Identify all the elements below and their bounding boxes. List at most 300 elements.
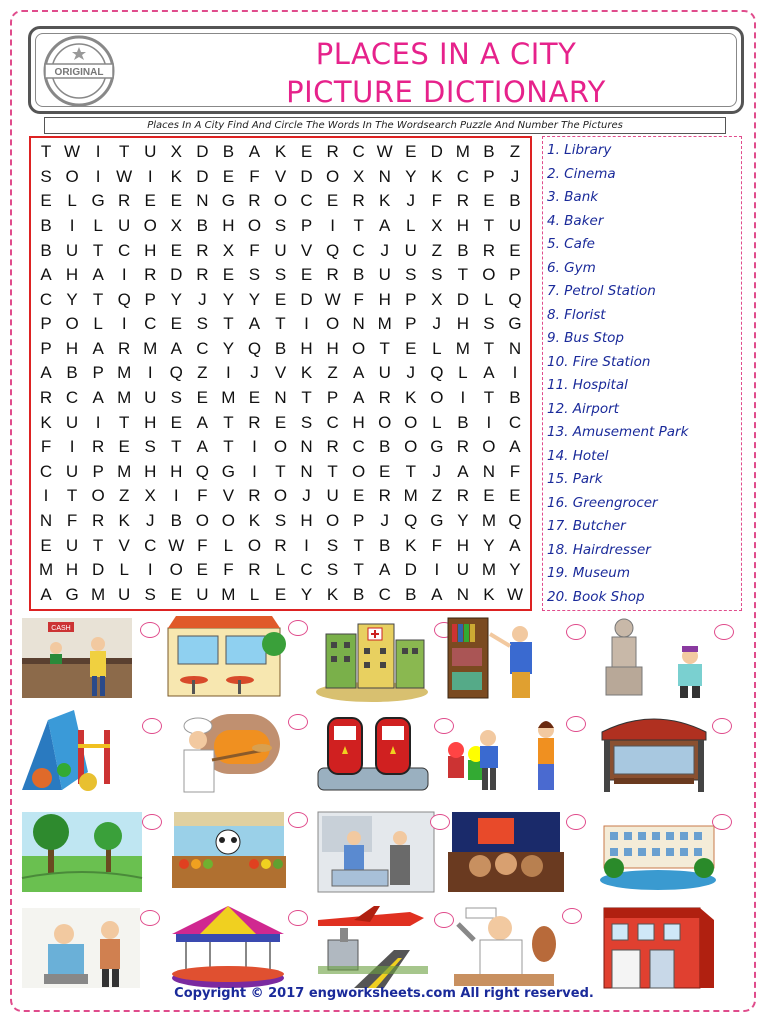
grid-letter[interactable]: P — [92, 461, 104, 481]
grid-letter[interactable]: O — [247, 216, 262, 236]
grid-letter[interactable]: A — [196, 437, 208, 457]
grid-letter[interactable]: H — [300, 338, 313, 358]
grid-letter[interactable]: J — [510, 166, 520, 186]
grid-letter[interactable]: I — [69, 437, 75, 457]
grid-letter[interactable]: J — [432, 314, 442, 334]
grid-letter[interactable]: T — [275, 461, 286, 481]
grid-letter[interactable]: K — [170, 166, 182, 186]
grid-letter[interactable]: N — [352, 314, 365, 334]
grid-letter[interactable]: J — [406, 363, 415, 383]
grid-letter[interactable]: T — [353, 216, 364, 236]
grid-letter[interactable]: S — [274, 510, 287, 530]
grid-letter[interactable]: N — [482, 461, 496, 481]
grid-letter[interactable]: O — [378, 412, 392, 432]
grid-letter[interactable]: O — [65, 314, 79, 334]
grid-letter[interactable]: T — [118, 142, 130, 162]
grid-letter[interactable]: E — [170, 584, 182, 604]
answer-bubble[interactable] — [288, 812, 308, 828]
grid-letter[interactable]: K — [379, 191, 391, 211]
grid-letter[interactable]: I — [252, 461, 257, 481]
grid-letter[interactable]: D — [91, 560, 105, 580]
grid-letter[interactable]: D — [456, 289, 469, 309]
grid-letter[interactable]: X — [431, 216, 443, 236]
grid-letter[interactable]: R — [91, 510, 105, 530]
grid-letter[interactable]: I — [304, 314, 309, 334]
grid-letter[interactable]: Y — [66, 289, 78, 309]
grid-letter[interactable]: S — [326, 535, 339, 555]
fire-station-picture[interactable] — [594, 904, 742, 996]
grid-letter[interactable]: U — [144, 388, 157, 408]
greengrocer-picture[interactable] — [164, 808, 312, 900]
grid-letter[interactable]: O — [325, 314, 340, 334]
grid-letter[interactable]: J — [406, 191, 415, 211]
grid-letter[interactable]: R — [196, 265, 209, 285]
grid-letter[interactable]: T — [483, 216, 495, 236]
grid-letter[interactable]: A — [509, 535, 521, 555]
grid-letter[interactable]: T — [353, 560, 364, 580]
grid-letter[interactable]: C — [300, 191, 313, 211]
grid-letter[interactable]: C — [196, 338, 209, 358]
grid-letter[interactable]: A — [92, 265, 104, 285]
answer-bubble[interactable] — [140, 910, 160, 926]
grid-letter[interactable]: H — [300, 510, 313, 530]
grid-letter[interactable]: Y — [248, 289, 261, 309]
grid-letter[interactable]: A — [483, 363, 495, 383]
grid-letter[interactable]: J — [145, 510, 155, 530]
grid-letter[interactable]: K — [483, 584, 495, 604]
grid-letter[interactable]: E — [170, 412, 182, 432]
grid-letter[interactable]: E — [170, 240, 182, 260]
grid-letter[interactable]: B — [352, 265, 365, 285]
grid-letter[interactable]: S — [248, 265, 261, 285]
grid-letter[interactable]: M — [117, 363, 132, 383]
grid-letter[interactable]: L — [249, 584, 260, 604]
grid-letter[interactable]: S — [483, 314, 495, 334]
wordsearch-grid[interactable] — [29, 136, 532, 611]
grid-letter[interactable]: E — [248, 388, 261, 408]
grid-letter[interactable]: F — [66, 510, 78, 530]
grid-letter[interactable]: B — [274, 338, 287, 358]
grid-letter[interactable]: P — [352, 510, 365, 530]
grid-letter[interactable]: R — [352, 191, 365, 211]
grid-letter[interactable]: O — [404, 437, 418, 457]
grid-letter[interactable]: R — [248, 191, 261, 211]
grid-letter[interactable]: M — [403, 486, 418, 506]
grid-letter[interactable]: I — [304, 535, 309, 555]
grid-letter[interactable]: R — [39, 388, 53, 408]
grid-letter[interactable]: N — [508, 338, 522, 358]
grid-letter[interactable]: L — [223, 535, 234, 555]
grid-letter[interactable]: M — [455, 338, 470, 358]
grid-letter[interactable]: E — [170, 314, 182, 334]
grid-letter[interactable]: C — [65, 388, 79, 408]
grid-letter[interactable]: Y — [483, 535, 495, 555]
grid-letter[interactable]: U — [65, 461, 79, 481]
grid-letter[interactable]: A — [379, 560, 391, 580]
grid-letter[interactable]: F — [223, 560, 234, 580]
grid-letter[interactable]: X — [431, 289, 443, 309]
grid-letter[interactable]: S — [274, 265, 287, 285]
grid-letter[interactable]: K — [118, 510, 130, 530]
grid-letter[interactable]: D — [196, 166, 209, 186]
grid-letter[interactable]: P — [40, 338, 52, 358]
grid-letter[interactable]: B — [509, 191, 521, 211]
grid-letter[interactable]: W — [168, 535, 185, 555]
grid-letter[interactable]: X — [352, 166, 365, 186]
grid-letter[interactable]: M — [481, 560, 496, 580]
grid-letter[interactable]: F — [40, 437, 52, 457]
grid-letter[interactable]: M — [221, 388, 236, 408]
grid-letter[interactable]: E — [509, 240, 521, 260]
grid-letter[interactable]: M — [143, 338, 158, 358]
grid-letter[interactable]: U — [404, 240, 417, 260]
grid-letter[interactable]: H — [170, 461, 183, 481]
grid-letter[interactable]: B — [457, 412, 469, 432]
grid-letter[interactable]: J — [250, 363, 259, 383]
grid-letter[interactable]: R — [482, 240, 496, 260]
bookshop-picture[interactable] — [314, 808, 462, 900]
grid-letter[interactable]: I — [512, 363, 518, 383]
answer-bubble[interactable] — [288, 910, 308, 926]
grid-letter[interactable]: G — [430, 510, 444, 530]
grid-letter[interactable]: C — [144, 314, 157, 334]
grid-letter[interactable]: T — [483, 388, 495, 408]
grid-letter[interactable]: U — [65, 535, 79, 555]
grid-letter[interactable]: E — [483, 191, 495, 211]
grid-letter[interactable]: Y — [222, 289, 235, 309]
grid-letter[interactable]: J — [432, 461, 442, 481]
answer-bubble[interactable] — [712, 718, 732, 734]
grid-letter[interactable]: R — [196, 240, 209, 260]
grid-letter[interactable]: E — [40, 535, 52, 555]
grid-letter[interactable]: I — [69, 216, 75, 236]
grid-letter[interactable]: C — [352, 142, 365, 162]
grid-letter[interactable]: O — [169, 560, 183, 580]
grid-letter[interactable]: I — [95, 412, 101, 432]
answer-bubble[interactable] — [712, 814, 732, 830]
grid-letter[interactable]: I — [173, 486, 179, 506]
grid-letter[interactable]: E — [170, 191, 182, 211]
grid-letter[interactable]: M — [221, 584, 236, 604]
answer-bubble[interactable] — [288, 620, 308, 636]
grid-letter[interactable]: P — [40, 314, 52, 334]
grid-letter[interactable]: V — [274, 166, 287, 186]
grid-letter[interactable]: B — [196, 216, 208, 236]
grid-letter[interactable]: L — [275, 560, 286, 580]
grid-letter[interactable]: H — [456, 216, 469, 236]
grid-letter[interactable]: O — [404, 412, 418, 432]
grid-letter[interactable]: C — [144, 535, 157, 555]
grid-letter[interactable]: T — [327, 461, 338, 481]
grid-letter[interactable]: O — [352, 338, 366, 358]
grid-letter[interactable]: Z — [509, 142, 521, 162]
grid-letter[interactable]: B — [483, 142, 495, 162]
grid-letter[interactable]: S — [405, 265, 417, 285]
grid-letter[interactable]: T — [457, 265, 469, 285]
grid-letter[interactable]: H — [352, 412, 365, 432]
grid-letter[interactable]: K — [405, 535, 417, 555]
grid-letter[interactable]: N — [456, 584, 469, 604]
grid-letter[interactable]: A — [379, 216, 391, 236]
grid-letter[interactable]: Y — [170, 289, 182, 309]
grid-letter[interactable]: R — [326, 142, 339, 162]
grid-letter[interactable]: D — [430, 142, 443, 162]
grid-letter[interactable]: U — [65, 412, 79, 432]
grid-letter[interactable]: G — [65, 584, 79, 604]
grid-letter[interactable]: R — [274, 535, 287, 555]
grid-letter[interactable]: C — [352, 240, 365, 260]
grid-letter[interactable]: O — [195, 510, 209, 530]
grid-letter[interactable]: Y — [300, 584, 313, 604]
grid-letter[interactable]: A — [248, 142, 261, 162]
grid-letter[interactable]: U — [378, 265, 391, 285]
grid-letter[interactable]: T — [353, 535, 364, 555]
grid-letter[interactable]: Q — [508, 289, 522, 309]
airport-picture[interactable] — [314, 904, 462, 996]
grid-letter[interactable]: U — [196, 584, 209, 604]
grid-letter[interactable]: C — [378, 584, 391, 604]
grid-letter[interactable]: M — [117, 461, 132, 481]
grid-letter[interactable]: F — [197, 486, 208, 506]
grid-letter[interactable]: E — [352, 486, 365, 506]
grid-letter[interactable]: R — [378, 486, 391, 506]
grid-letter[interactable]: E — [196, 388, 208, 408]
hotel-picture[interactable] — [594, 808, 742, 900]
grid-letter[interactable]: A — [92, 338, 104, 358]
grid-letter[interactable]: B — [222, 142, 235, 162]
grid-letter[interactable]: K — [326, 584, 339, 604]
grid-letter[interactable]: O — [482, 265, 496, 285]
grid-letter[interactable]: B — [379, 535, 391, 555]
grid-letter[interactable]: E — [274, 289, 287, 309]
grid-letter[interactable]: Z — [431, 240, 442, 260]
grid-letter[interactable]: O — [65, 166, 79, 186]
grid-letter[interactable]: U — [508, 216, 522, 236]
grid-letter[interactable]: Q — [325, 240, 340, 260]
bank-picture[interactable] — [18, 614, 166, 706]
grid-letter[interactable]: H — [144, 412, 157, 432]
grid-letter[interactable]: V — [300, 240, 313, 260]
grid-letter[interactable]: A — [457, 461, 469, 481]
answer-bubble[interactable] — [566, 814, 586, 830]
grid-letter[interactable]: N — [378, 166, 391, 186]
grid-letter[interactable]: D — [300, 166, 313, 186]
grid-letter[interactable]: W — [116, 166, 133, 186]
grid-letter[interactable]: I — [330, 216, 335, 236]
grid-letter[interactable]: R — [144, 265, 157, 285]
grid-letter[interactable]: B — [40, 216, 52, 236]
grid-letter[interactable]: I — [460, 388, 466, 408]
grid-letter[interactable]: L — [93, 216, 103, 236]
grid-letter[interactable]: Y — [457, 510, 469, 530]
grid-letter[interactable]: Q — [195, 461, 209, 481]
grid-letter[interactable]: H — [222, 216, 235, 236]
grid-letter[interactable]: H — [378, 289, 391, 309]
grid-letter[interactable]: V — [118, 535, 130, 555]
grid-letter[interactable]: Y — [405, 166, 417, 186]
grid-letter[interactable]: M — [38, 560, 54, 580]
grid-letter[interactable]: F — [431, 191, 442, 211]
grid-letter[interactable]: L — [119, 560, 129, 580]
grid-letter[interactable]: I — [226, 363, 231, 383]
grid-letter[interactable]: M — [377, 314, 392, 334]
grid-letter[interactable]: I — [95, 166, 101, 186]
grid-letter[interactable]: U — [118, 216, 131, 236]
grid-letter[interactable]: I — [95, 142, 101, 162]
grid-letter[interactable]: H — [65, 265, 79, 285]
answer-bubble[interactable] — [566, 624, 586, 640]
grid-letter[interactable]: K — [40, 412, 52, 432]
grid-letter[interactable]: E — [274, 412, 287, 432]
grid-letter[interactable]: I — [486, 412, 492, 432]
grid-letter[interactable]: T — [275, 314, 286, 334]
grid-letter[interactable]: E — [405, 142, 417, 162]
grid-letter[interactable]: N — [300, 461, 313, 481]
grid-letter[interactable]: P — [509, 265, 521, 285]
grid-letter[interactable]: U — [274, 240, 287, 260]
grid-letter[interactable]: U — [144, 142, 157, 162]
grid-letter[interactable]: T — [379, 338, 390, 358]
grid-letter[interactable]: T — [301, 388, 312, 408]
grid-letter[interactable]: N — [300, 437, 313, 457]
grid-letter[interactable]: R — [326, 437, 339, 457]
grid-letter[interactable]: I — [121, 265, 127, 285]
grid-letter[interactable]: O — [273, 486, 288, 506]
cafe-picture[interactable] — [164, 614, 312, 706]
grid-letter[interactable]: A — [352, 363, 365, 383]
grid-letter[interactable]: U — [456, 560, 469, 580]
grid-letter[interactable]: E — [300, 142, 313, 162]
grid-letter[interactable]: B — [405, 584, 417, 604]
grid-letter[interactable]: P — [144, 289, 156, 309]
grid-letter[interactable]: L — [432, 338, 442, 358]
grid-letter[interactable]: S — [170, 388, 182, 408]
grid-letter[interactable]: A — [352, 388, 365, 408]
grid-letter[interactable]: N — [274, 388, 287, 408]
grid-letter[interactable]: F — [249, 166, 260, 186]
grid-letter[interactable]: T — [92, 240, 104, 260]
grid-letter[interactable]: P — [405, 289, 417, 309]
grid-letter[interactable]: G — [221, 191, 235, 211]
grid-letter[interactable]: P — [483, 166, 495, 186]
grid-letter[interactable]: R — [248, 486, 261, 506]
grid-letter[interactable]: B — [379, 437, 391, 457]
grid-letter[interactable]: S — [40, 166, 52, 186]
grid-letter[interactable]: S — [326, 560, 339, 580]
grid-letter[interactable]: B — [170, 510, 182, 530]
grid-letter[interactable]: K — [431, 166, 443, 186]
grid-letter[interactable]: J — [198, 289, 207, 309]
grid-letter[interactable]: W — [64, 142, 81, 162]
grid-letter[interactable]: C — [118, 240, 131, 260]
grid-letter[interactable]: E — [379, 461, 391, 481]
grid-letter[interactable]: E — [300, 265, 313, 285]
grid-letter[interactable]: U — [118, 584, 131, 604]
butcher-picture[interactable] — [444, 904, 592, 996]
grid-letter[interactable]: R — [326, 265, 339, 285]
grid-letter[interactable]: W — [324, 289, 341, 309]
grid-letter[interactable]: S — [144, 437, 156, 457]
grid-letter[interactable]: I — [147, 560, 153, 580]
grid-letter[interactable]: K — [248, 510, 261, 530]
grid-letter[interactable]: C — [508, 412, 522, 432]
answer-bubble[interactable] — [714, 624, 734, 640]
grid-letter[interactable]: Z — [327, 363, 338, 383]
grid-letter[interactable]: I — [434, 560, 440, 580]
grid-letter[interactable]: R — [118, 191, 131, 211]
grid-letter[interactable]: O — [247, 535, 262, 555]
grid-letter[interactable]: I — [147, 363, 153, 383]
grid-letter[interactable]: M — [91, 584, 106, 604]
grid-letter[interactable]: R — [91, 437, 105, 457]
grid-letter[interactable]: D — [196, 142, 209, 162]
grid-letter[interactable]: Q — [508, 510, 522, 530]
grid-letter[interactable]: O — [221, 510, 235, 530]
grid-letter[interactable]: P — [92, 363, 104, 383]
grid-letter[interactable]: F — [353, 289, 364, 309]
grid-letter[interactable]: O — [430, 388, 444, 408]
grid-letter[interactable]: Z — [118, 486, 130, 506]
grid-letter[interactable]: D — [170, 265, 183, 285]
cinema-picture[interactable] — [444, 808, 592, 900]
grid-letter[interactable]: E — [509, 486, 521, 506]
grid-letter[interactable]: E — [274, 584, 287, 604]
grid-letter[interactable]: S — [196, 314, 208, 334]
grid-letter[interactable]: L — [406, 216, 416, 236]
grid-letter[interactable]: N — [196, 191, 209, 211]
grid-letter[interactable]: K — [405, 388, 417, 408]
answer-bubble[interactable] — [142, 814, 162, 830]
grid-letter[interactable]: E — [196, 560, 208, 580]
grid-letter[interactable]: P — [300, 216, 313, 236]
grid-letter[interactable]: T — [92, 535, 104, 555]
grid-letter[interactable]: T — [405, 461, 416, 481]
grid-letter[interactable]: X — [170, 142, 182, 162]
grid-letter[interactable]: M — [455, 142, 470, 162]
grid-letter[interactable]: O — [482, 437, 496, 457]
grid-letter[interactable]: R — [118, 338, 131, 358]
grid-letter[interactable]: R — [248, 560, 261, 580]
grid-letter[interactable]: T — [40, 142, 52, 162]
grid-letter[interactable]: O — [325, 510, 340, 530]
grid-letter[interactable]: L — [67, 191, 77, 211]
grid-letter[interactable]: O — [273, 437, 288, 457]
grid-letter[interactable]: I — [43, 486, 49, 506]
answer-bubble[interactable] — [566, 716, 586, 732]
grid-letter[interactable]: H — [144, 461, 157, 481]
grid-letter[interactable]: G — [221, 461, 235, 481]
grid-letter[interactable]: M — [481, 510, 496, 530]
florist-picture[interactable] — [444, 710, 592, 802]
grid-letter[interactable]: H — [144, 240, 157, 260]
grid-letter[interactable]: E — [118, 437, 130, 457]
grid-letter[interactable]: Q — [430, 363, 444, 383]
hairdresser-picture[interactable] — [18, 904, 166, 996]
grid-letter[interactable]: U — [65, 240, 79, 260]
grid-letter[interactable]: U — [378, 363, 391, 383]
grid-letter[interactable]: C — [39, 289, 53, 309]
grid-letter[interactable]: A — [92, 388, 104, 408]
answer-bubble[interactable] — [140, 622, 160, 638]
grid-letter[interactable]: G — [91, 191, 105, 211]
grid-letter[interactable]: R — [456, 191, 469, 211]
grid-letter[interactable]: P — [326, 388, 339, 408]
grid-letter[interactable]: H — [326, 338, 339, 358]
grid-letter[interactable]: Y — [509, 560, 521, 580]
grid-letter[interactable]: H — [456, 314, 469, 334]
grid-letter[interactable]: I — [147, 166, 153, 186]
grid-letter[interactable]: F — [509, 461, 521, 481]
